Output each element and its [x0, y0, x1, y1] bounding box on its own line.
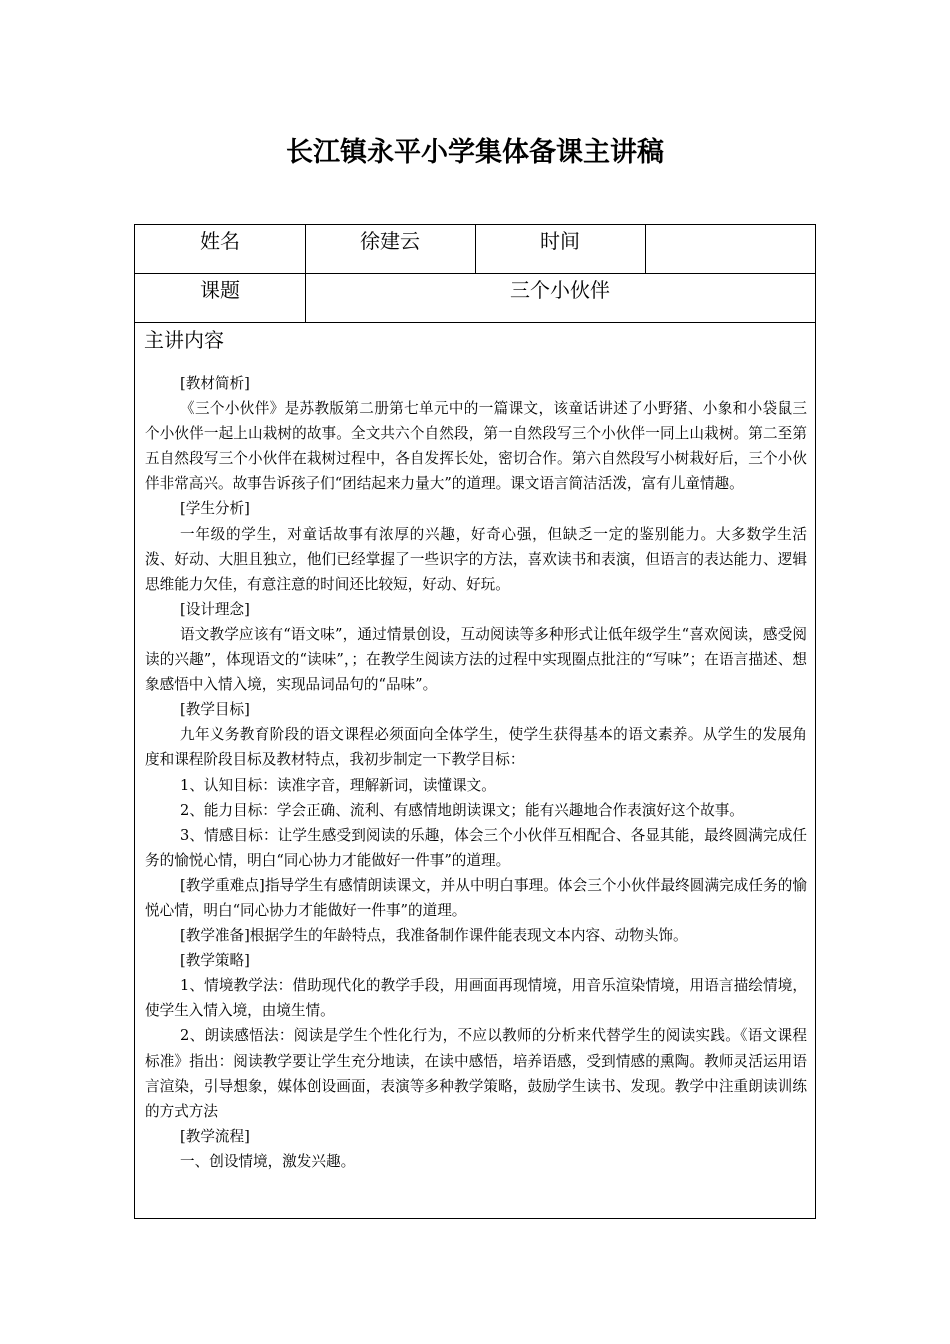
strategy-reading: 2、朗读感悟法：阅读是学生个性化行为，不应以教师的分析来代替学生的阅读实践。《语文课程标准》指出：阅读教学要让学生充分地读，在读中感悟，培养语感，受到情感的熏陶。教师灵活运用语言渲染，引导想象，媒体创设画面，表演等多种教学策略，鼓励学生读书、发现。教学中注重朗读训练的方式方法 — [145, 1027, 807, 1120]
name-label: 姓名 — [200, 229, 240, 253]
paragraph-key-points: [教学重难点]指导学生有感情朗读课文，并从中明白事理。体会三个小伙伴最终圆满完成任务的愉悦心情，明白“同心协力才能做好一件事”的道理。 — [145, 876, 807, 919]
paragraph-student-analysis: 一年级的学生，对童话故事有浓厚的兴趣，好奇心强，但缺乏一定的鉴别能力。大多数学生活泼、好动、大胆且独立，他们已经掌握了一些识字的方法，喜欢读书和表演，但语言的表达能力、逻辑思维能力欠佳，有意注意的时间还比较短，好动、好玩。 — [145, 525, 807, 593]
goal-ability: 2、能力目标：学会正确、流利、有感情地朗读课文；能有兴趣地合作表演好这个故事。 — [180, 801, 744, 819]
paragraph-material-analysis: 《三个小伙伴》是苏教版第二册第七单元中的一篇课文，该童话讲述了小野猪、小象和小袋鼠三个小伙伴一起上山栽树的故事。全文共六个自然段，第一自然段写三个小伙伴一同上山栽树。第二至第五自然段写三个小伙伴在栽树过程中，各自发挥长处，密切合作。第六自然段写小树栽好后，三个小伙伴非常高兴。故事告诉孩子们“团结起来力量大”的道理。课文语言简洁活泼，富有儿童情趣。 — [145, 400, 807, 493]
heading-teaching-goals: [教学目标] — [180, 701, 250, 719]
name-value: 徐建云 — [360, 229, 420, 253]
goal-cognitive: 1、认知目标：读准字音，理解新词，读懂课文。 — [180, 776, 496, 794]
column-divider — [645, 225, 646, 273]
strategy-situational: 1、情境教学法：借助现代化的教学手段，用画面再现情境，用音乐渲染情境，用语言描绘情境，使学生入情入境，由境生情。 — [145, 977, 807, 1020]
topic-label: 课题 — [200, 278, 240, 302]
lesson-content — [145, 371, 807, 1174]
process-step-1: 一、创设情境，激发兴趣。 — [180, 1152, 356, 1170]
heading-material-analysis: [教材简析] — [180, 375, 250, 392]
page-title: 长江镇永平小学集体备课主讲稿 — [286, 137, 664, 168]
heading-teaching-process: [教学流程] — [180, 1127, 250, 1145]
heading-design-concept: [设计理念] — [180, 600, 250, 618]
heading-teaching-strategy: [教学策略] — [180, 952, 250, 970]
topic-value: 三个小伙伴 — [510, 278, 610, 302]
heading-student-analysis: [学生分析] — [180, 500, 250, 518]
paragraph-design-concept: 语文教学应该有“语文味”，通过情景创设，互动阅读等多种形式让低年级学生“喜欢阅读，感受阅读的兴趣”，体现语文的“读味”，；在教学生阅读方法的过程中实现圈点批注的“写味”；在语言描述、想象感悟中入情入境，实现品词品句的“品味”。 — [145, 625, 807, 694]
goal-emotional: 3、情感目标：让学生感受到阅读的乐趣，体会三个小伙伴互相配合、各显其能，最终圆满完成任务的愉悦心情，明白“同心协力才能做好一件事”的道理。 — [145, 826, 807, 869]
row-divider — [135, 322, 815, 323]
paragraph-preparation: [教学准备]根据学生的年龄特点，我准备制作课件能表现文本内容、动物头饰。 — [180, 927, 688, 945]
paragraph-teaching-goals: 九年义务教育阶段的语文课程必须面向全体学生，使学生获得基本的语文素养。从学生的发展角度和课程阶段目标及教材特点，我初步制定一下教学目标： — [145, 726, 807, 769]
section-label: 主讲内容 — [144, 328, 224, 352]
lesson-plan-table — [134, 224, 816, 1219]
time-label: 时间 — [540, 229, 580, 253]
